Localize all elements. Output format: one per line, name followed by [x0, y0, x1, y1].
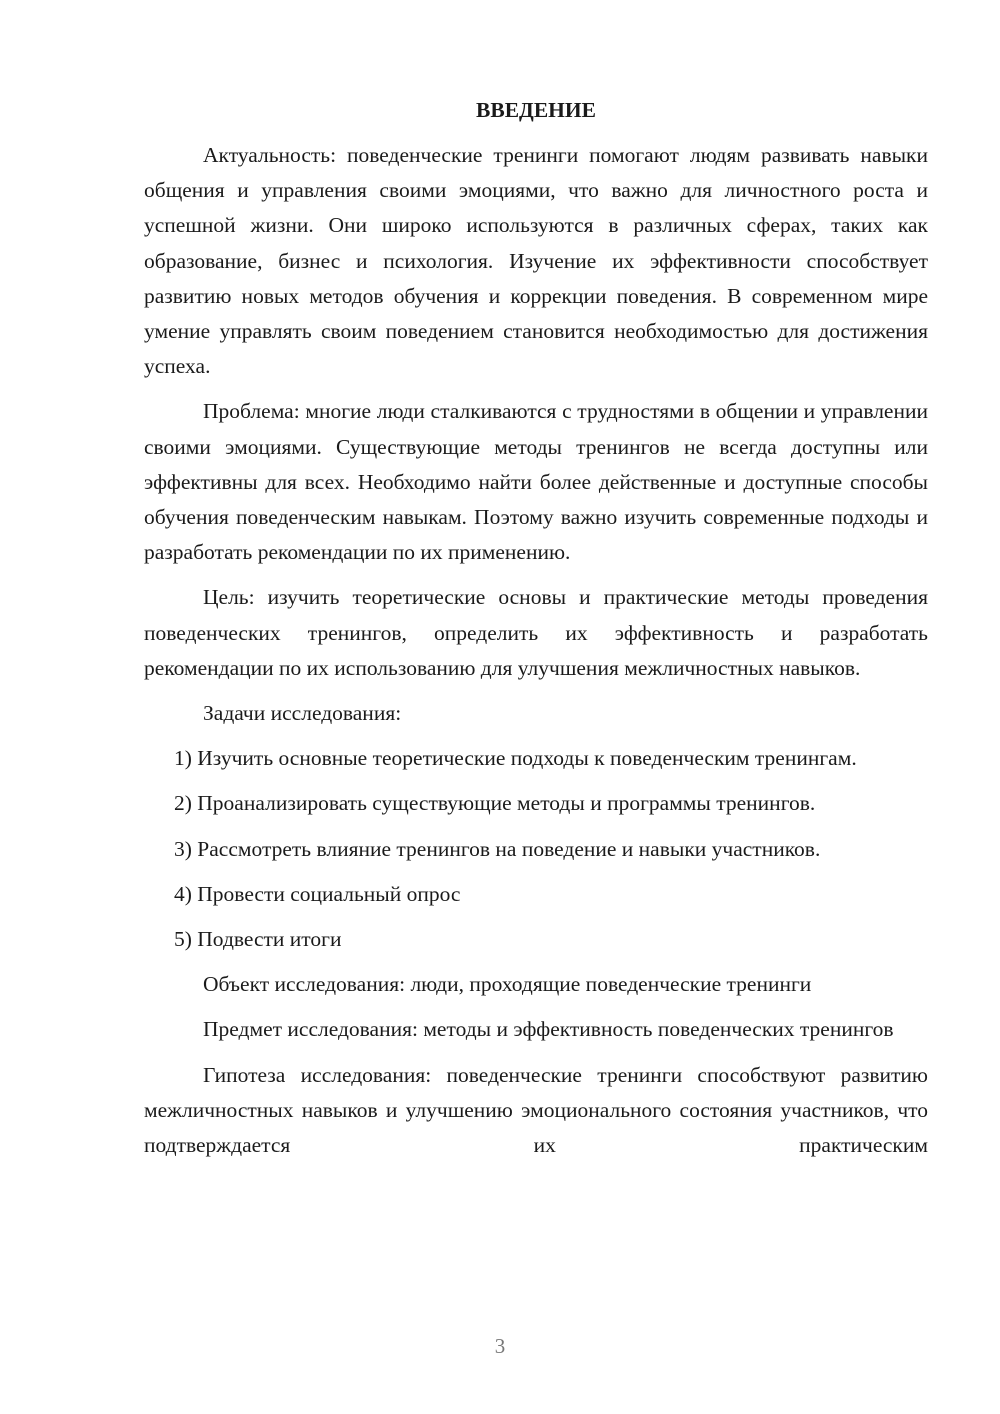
- document-page: [144, 90, 928, 1173]
- paragraph-object: Объект исследования: люди, проходящие поведенческие тренинги: [203, 972, 812, 997]
- paragraph-goal: Цель: изучить теоретические основы и практические методы проведения поведенческих тренингов, определить их эффективность и разработать рекомендации по их использованию для улучшения межличностных навыков.: [144, 585, 928, 680]
- task-item: 5) Подвести итоги: [174, 927, 342, 952]
- section-title: ВВЕДЕНИЕ: [476, 98, 596, 122]
- page-number: 3: [494, 1334, 506, 1358]
- tasks-heading: Задачи исследования:: [203, 701, 402, 726]
- task-item: 2) Проанализировать существующие методы и программы тренингов.: [174, 791, 816, 816]
- task-item: 1) Изучить основные теоретические подходы к поведенческим тренингам.: [174, 746, 857, 771]
- paragraph-hypothesis: Гипотеза исследования: поведенческие тренинги способствуют развитию межличностных навыков и улучшению эмоционального состояния участников, что подтверждается их практическим: [144, 1062, 928, 1158]
- task-item: 4) Провести социальный опрос: [174, 881, 461, 906]
- paragraph-relevance: Актуальность: поведенческие тренинги помогают людям развивать навыки общения и управления своими эмоциями, что важно для личностного роста и успешной жизни. Они широко используются в различных сферах, таких как образование, бизнес и психология. Изучение их эффективности способствует развитию новых методов обучения и коррекции поведения. В современном мире умение управлять своим поведением становится необходимостью для достижения успеха.: [144, 143, 928, 379]
- paragraph-subject: Предмет исследования: методы и эффективность поведенческих тренингов: [203, 1017, 894, 1042]
- paragraph-problem: Проблема: многие люди сталкиваются с трудностями в общении и управлении своими эмоциями. Существующие методы тренингов не всегда доступны или эффективны для всех. Необходимо найти более действенные и доступные способы обучения поведенческим навыкам. Поэтому важно изучить современные подходы и разработать рекомендации по их применению.: [144, 399, 928, 565]
- task-item: 3) Рассмотреть влияние тренингов на поведение и навыки участников.: [174, 836, 821, 861]
